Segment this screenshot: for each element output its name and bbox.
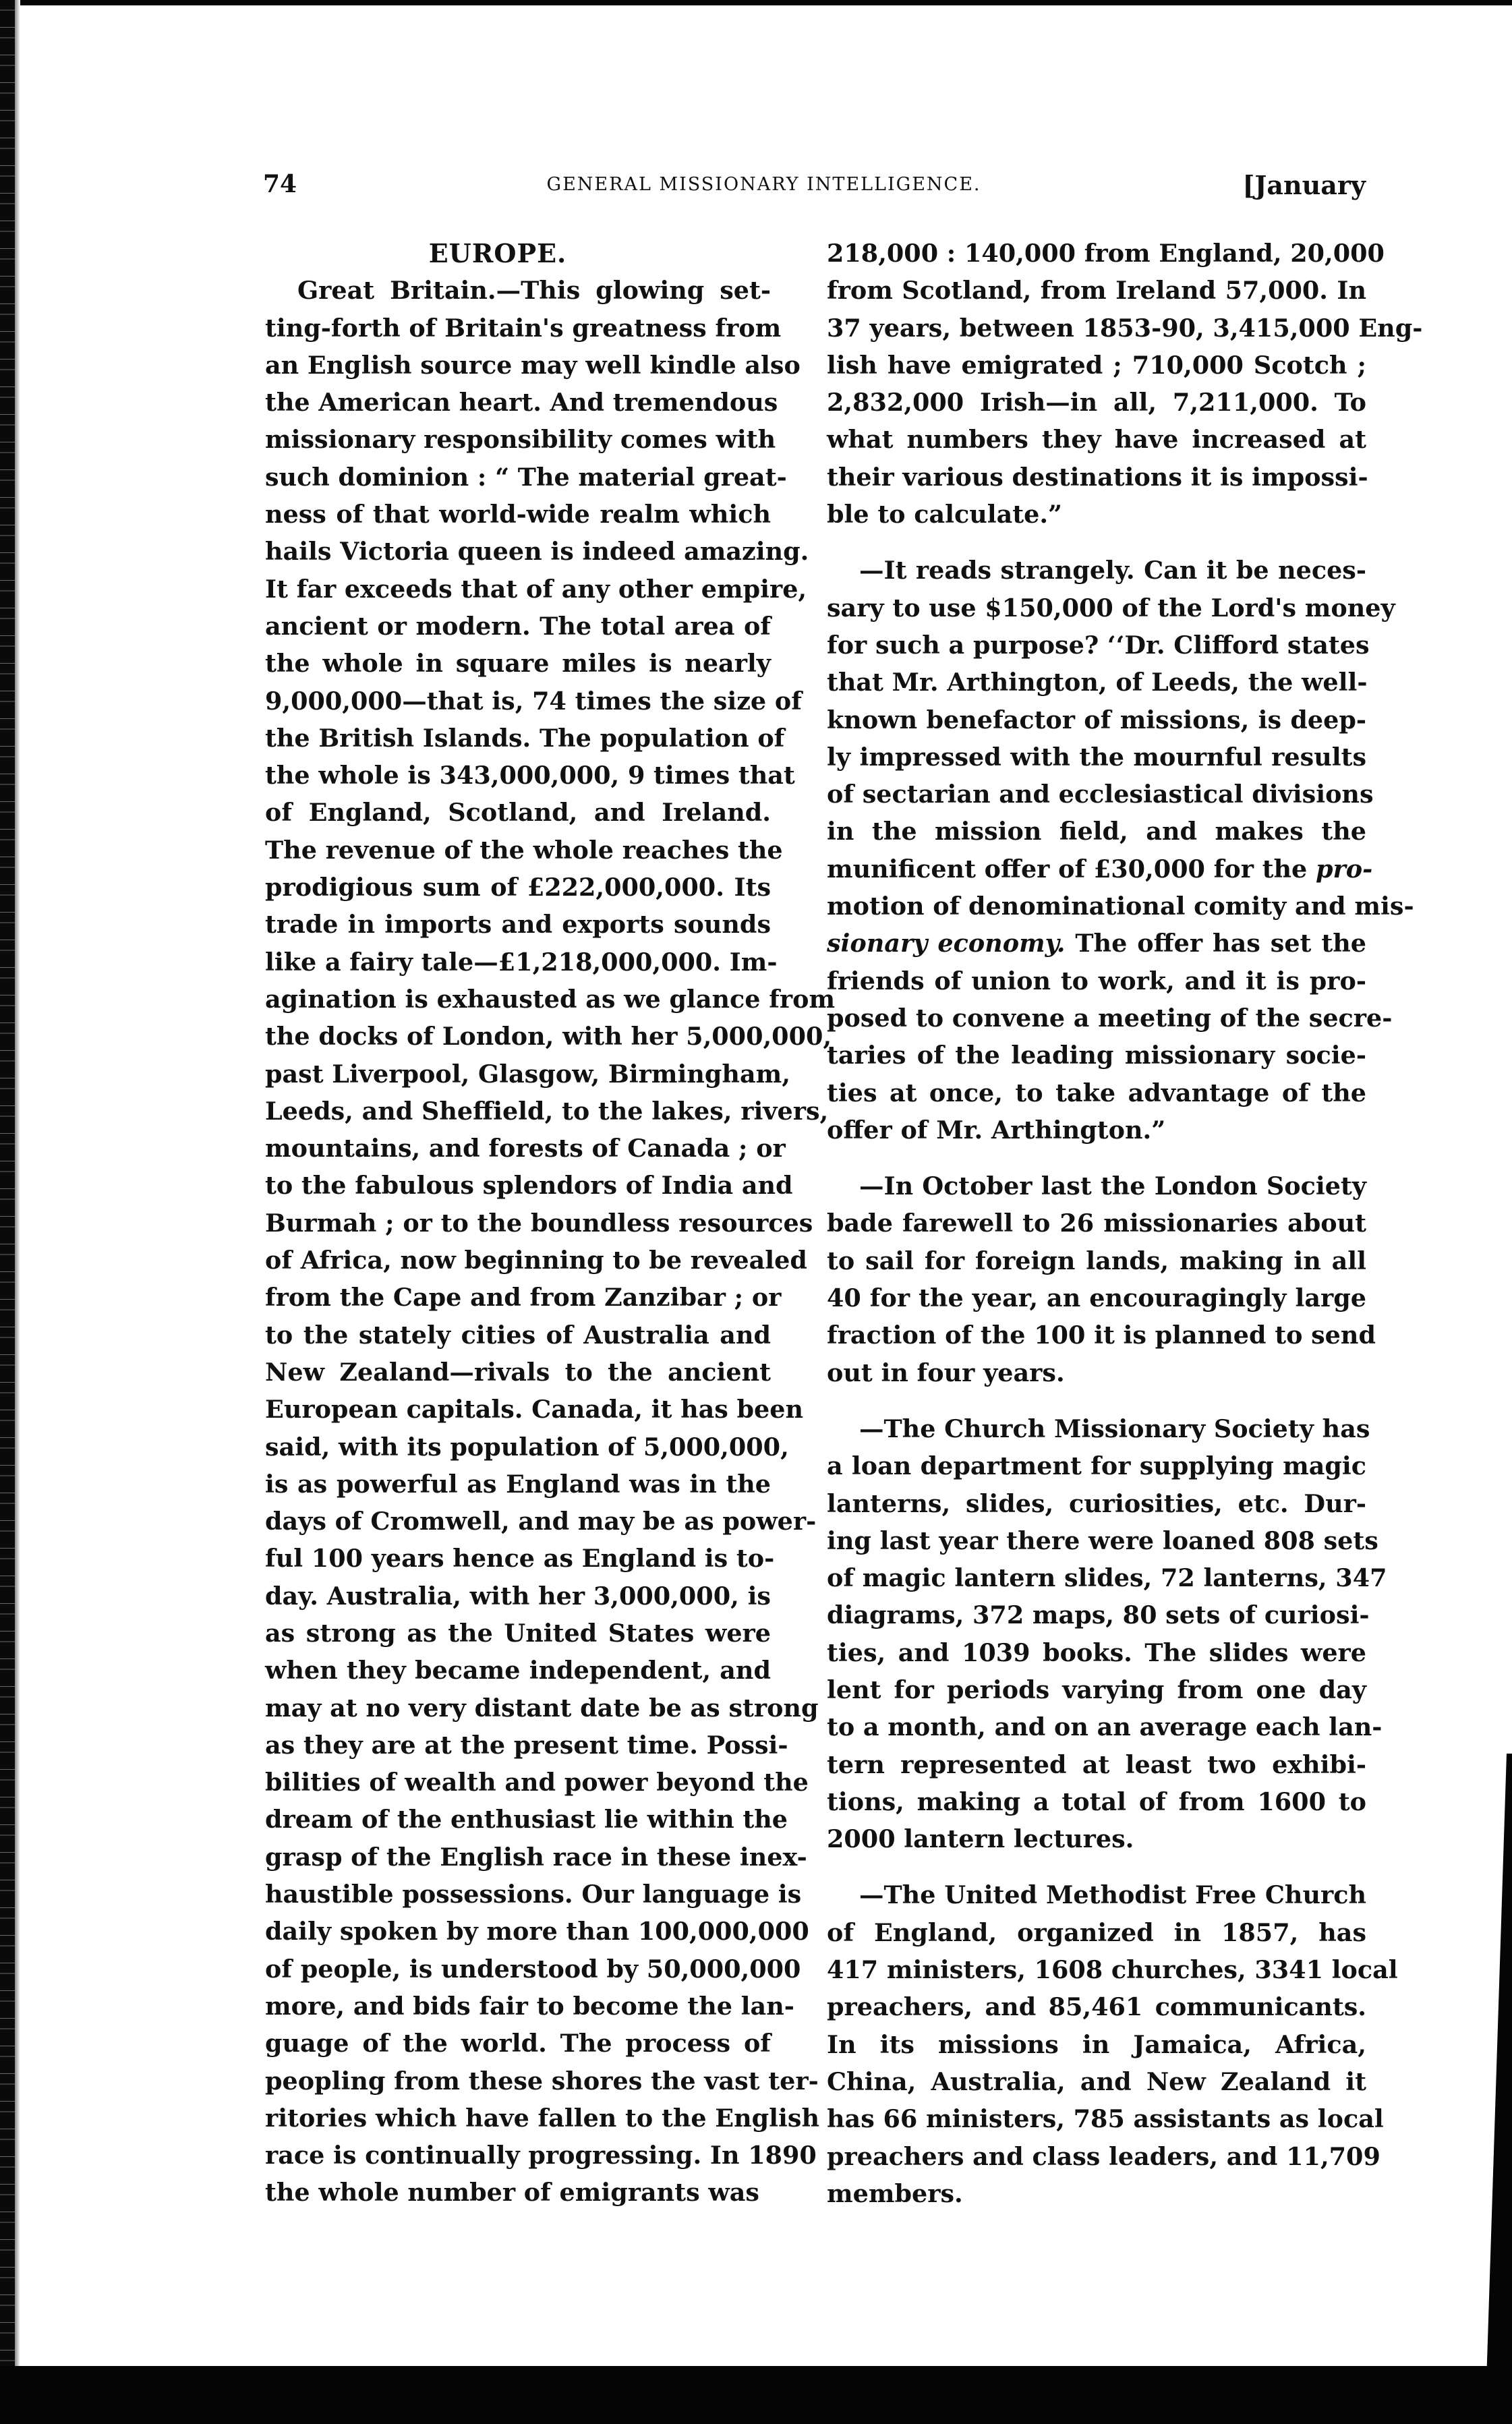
text-line: as they are at the present time. Possi-: [265, 1730, 788, 1760]
text-line: ful 100 years hence as England is to-: [265, 1544, 775, 1574]
text-line: mountains, and forests of Canada ; or: [265, 1134, 786, 1163]
text-line: preachers, and 85,461 communicants.: [827, 1992, 1366, 2022]
section-heading: EUROPE.: [428, 238, 567, 268]
text-line: dream of the enthusiast lie within the: [265, 1805, 788, 1835]
text-line: —The United Methodist Free Church: [859, 1880, 1366, 1910]
text-line: taries of the leading missionary socie-: [827, 1041, 1366, 1070]
text-line: fraction of the 100 it is planned to send: [827, 1321, 1376, 1350]
text-line: 218,000 : 140,000 from England, 20,000: [827, 239, 1385, 268]
text-line: ritories which have fallen to the English: [265, 2103, 819, 2133]
text-line: that Mr. Arthington, of Leeds, the well-: [827, 668, 1368, 697]
paragraph: [827, 235, 1423, 533]
text-line: past Liverpool, Glasgow, Birmingham,: [265, 1059, 790, 1089]
text-line: ancient or modern. The total area of: [265, 611, 771, 641]
text-line: for such a purpose? ‘‘Dr. Clifford states: [827, 630, 1370, 660]
text-line: the whole in square miles is nearly: [265, 649, 771, 679]
text-line: known benefactor of missions, is deep-: [827, 705, 1366, 734]
text-line: prodigious sum of £222,000,000. Its: [265, 873, 771, 902]
text-line: the whole is 343,000,000, 9 times that: [265, 761, 795, 790]
text-line: ing last year there were loaned 808 sets: [827, 1526, 1378, 1555]
text-line: tern represented at least two exhibi-: [827, 1750, 1366, 1779]
text-line: diagrams, 372 maps, 80 sets of curiosi-: [827, 1600, 1370, 1630]
paragraph: [827, 552, 1414, 1149]
text-line: daily spoken by more than 100,000,000: [265, 1917, 809, 1946]
text-line: motion of denominational comity and mis-: [827, 892, 1414, 921]
text-line: of Africa, now beginning to be revealed: [265, 1246, 807, 1275]
text-line: when they became independent, and: [265, 1656, 771, 1685]
text-line: a loan department for supplying magic: [827, 1451, 1366, 1481]
text-line: bade farewell to 26 missionaries about: [827, 1209, 1366, 1238]
running-title: GENERAL MISSIONARY INTELLIGENCE.: [546, 174, 981, 195]
text-line: haustible possessions. Our language is: [265, 1880, 802, 1909]
text-line: from the Cape and from Zanzibar ; or: [265, 1283, 782, 1312]
text-line: the American heart. And tremendous: [265, 388, 778, 417]
text-line: day. Australia, with her 3,000,000, is: [265, 1581, 771, 1611]
text-line: race is continually progressing. In 1890: [265, 2141, 817, 2170]
text-line: agination is exhausted as we glance from: [265, 984, 836, 1014]
scan-edge-left: [0, 0, 15, 2424]
text-line: The revenue of the whole reaches the: [265, 835, 783, 865]
scan-edge-left-fade: [15, 0, 20, 2424]
text-line: 37 years, between 1853-90, 3,415,000 Eng-: [827, 313, 1423, 343]
text-line: lent for periods varying from one day: [827, 1675, 1366, 1704]
text-line: as strong as the United States were: [265, 1618, 771, 1648]
text-line: the British Islands. The population of: [265, 723, 785, 753]
text-line: trade in imports and exports sounds: [265, 910, 771, 940]
text-line: more, and bids fair to become the lan-: [265, 1991, 794, 2021]
text-line: said, with its population of 5,000,000,: [265, 1432, 789, 1462]
text-line: —In October last the London Society: [859, 1172, 1366, 1201]
right-column: [827, 235, 1423, 2212]
text-line: In its missions in Jamaica, Africa,: [827, 2029, 1366, 2059]
text-line: members.: [827, 2178, 963, 2208]
text-line: days of Cromwell, and may be as power-: [265, 1507, 817, 1536]
text-line: of sectarian and ecclesiastical divisions: [827, 780, 1374, 809]
running-head: [263, 170, 1366, 204]
text-line: European capitals. Canada, it has been: [265, 1395, 804, 1424]
text-line: ble to calculate.”: [827, 500, 1063, 529]
text-line: guage of the world. The process of: [265, 2029, 771, 2058]
text-line: the whole number of emigrants was: [265, 2178, 759, 2207]
scan-edge-top: [0, 0, 1512, 5]
text-line: from Scotland, from Ireland 57,000. In: [827, 276, 1366, 306]
text-line: in the mission field, and makes the: [827, 817, 1366, 846]
run-in-heading: Great Britain.: [297, 276, 496, 306]
text-line: preachers and class leaders, and 11,709: [827, 2141, 1380, 2171]
text-line: of England, Scotland, and Ireland.: [265, 798, 771, 828]
text-line: sionary economy. The offer has set the: [827, 929, 1367, 958]
text-line: friends of union to work, and it is pro-: [827, 966, 1366, 995]
text-line: to a month, and on an average each lan-: [827, 1712, 1383, 1742]
text-line: what numbers they have increased at: [827, 425, 1366, 455]
left-column: [265, 235, 836, 2212]
text-line: ting-forth of Britain's greatness from: [265, 313, 782, 343]
text-line: such dominion : “ The material great-: [265, 462, 787, 492]
text-line: ties, and 1039 books. The slides were: [827, 1638, 1366, 1667]
text-line: grasp of the English race in these inex-: [265, 1842, 807, 1872]
scan-edge-right: [1485, 1754, 1512, 2424]
text-line: to sail for foreign lands, making in all: [827, 1246, 1366, 1275]
text-line: their various destinations it is impossi-: [827, 462, 1368, 492]
text-line: lish have emigrated ; 710,000 Scotch ;: [827, 350, 1366, 380]
text-line: of magic lantern slides, 72 lanterns, 347: [827, 1563, 1387, 1593]
text-line: 417 ministers, 1608 churches, 3341 local: [827, 1955, 1398, 1985]
text-line: sary to use $150,000 of the Lord's money: [827, 593, 1395, 623]
text-line: 9,000,000—that is, 74 times the size of: [265, 686, 802, 716]
text-line: 2,832,000 Irish—in all, 7,211,000. To: [827, 388, 1366, 417]
right-paragraphs: [827, 235, 1423, 2212]
text-line: may at no very distant date be as strong: [265, 1693, 819, 1723]
text-line: to the stately cities of Australia and: [265, 1320, 771, 1350]
text-line: ly impressed with the mournful results: [827, 742, 1366, 772]
text-line: of people, is understood by 50,000,000: [265, 1954, 801, 1984]
text-line: munificent offer of £30,000 for the pro-: [827, 854, 1373, 884]
paragraph: [827, 1410, 1387, 1858]
text-line: out in four years.: [827, 1358, 1065, 1387]
text-line: tions, making a total of from 1600 to: [827, 1787, 1366, 1816]
text-line: to the fabulous splendors of India and: [265, 1171, 793, 1201]
text-line: offer of Mr. Arthington.”: [827, 1115, 1166, 1145]
text-line: Great Britain.—This glowing set-: [297, 276, 771, 306]
text-line: has 66 ministers, 785 assistants as local: [827, 2104, 1384, 2134]
text-line: It far exceeds that of any other empire,: [265, 574, 807, 604]
text-line: China, Australia, and New Zealand it: [827, 2067, 1366, 2096]
scan-edge-bottom: [0, 2366, 1512, 2424]
text-line: missionary responsibility comes with: [265, 425, 776, 455]
text-line: lanterns, slides, curiosities, etc. Dur-: [827, 1489, 1366, 1518]
left-paragraphs: [265, 272, 836, 2211]
page-number: 74: [263, 170, 297, 198]
text-line: New Zealand—rivals to the ancient: [265, 1357, 771, 1387]
text-line: is as powerful as England was in the: [265, 1469, 771, 1499]
text-line: ties at once, to take advantage of the: [827, 1078, 1366, 1107]
paragraph: [827, 1876, 1398, 2212]
text-line: hails Victoria queen is indeed amazing.: [265, 537, 809, 567]
text-line: peopling from these shores the vast ter-: [265, 2066, 819, 2096]
text-line: Leeds, and Sheffield, to the lakes, rivers,: [265, 1096, 829, 1126]
text-line: an English source may well kindle also: [265, 350, 801, 380]
text-line: ness of that world-wide realm which: [265, 500, 771, 529]
text-line: bilities of wealth and power beyond the: [265, 1768, 809, 1797]
text-line: Burmah ; or to the boundless resources: [265, 1208, 813, 1238]
text-line: 2000 lantern lectures.: [827, 1824, 1134, 1854]
text-line: of England, organized in 1857, has: [827, 1917, 1366, 1947]
paragraph: [265, 272, 836, 2211]
text-line: —The Church Missionary Society has: [859, 1414, 1370, 1443]
text-line: like a fairy tale—£1,218,000,000. Im-: [265, 947, 778, 977]
paragraph: [827, 1167, 1376, 1391]
running-month: [January: [1242, 170, 1366, 200]
text-line: 40 for the year, an encouragingly large: [827, 1283, 1366, 1313]
text-line: the docks of London, with her 5,000,000,: [265, 1022, 832, 1051]
text-line: —It reads strangely. Can it be neces-: [859, 556, 1366, 585]
text-line: posed to convene a meeting of the secre-: [827, 1003, 1393, 1033]
